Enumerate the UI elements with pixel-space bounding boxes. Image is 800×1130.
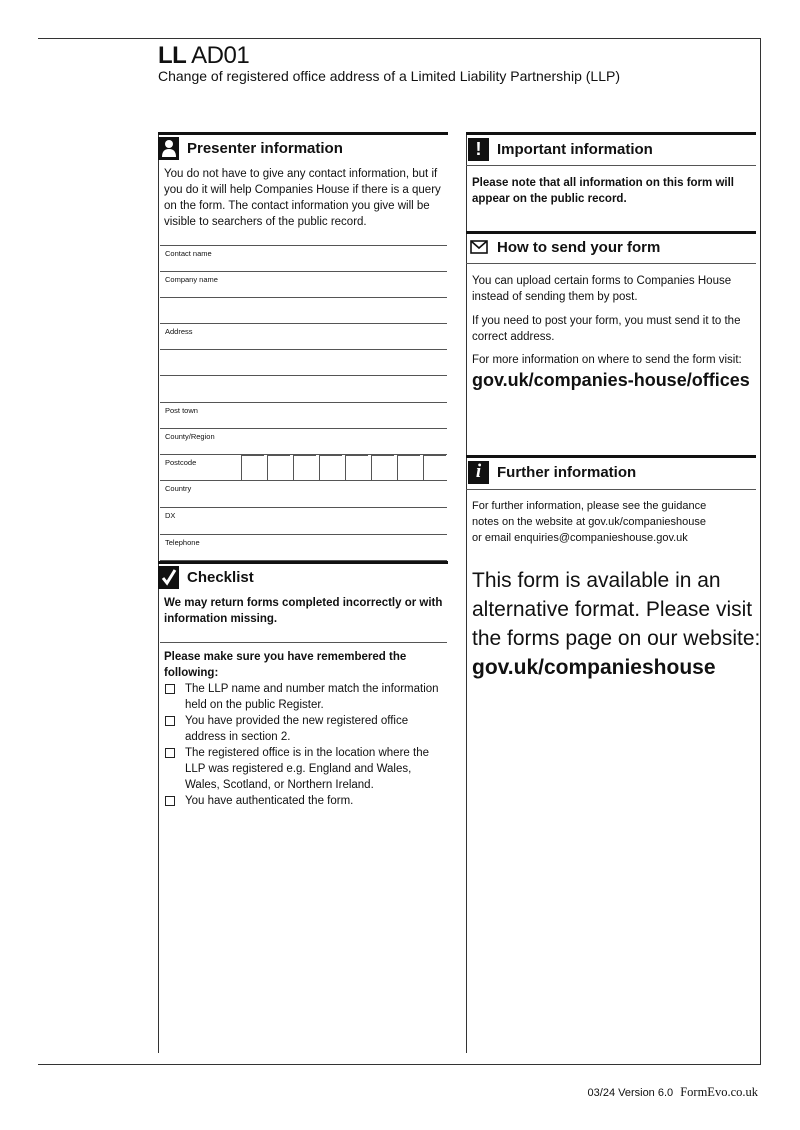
post-town-field[interactable]: Post town <box>160 402 447 429</box>
important-header: ! Important information <box>466 132 756 163</box>
address-field[interactable]: Address <box>160 323 447 350</box>
postcode-box-1[interactable] <box>241 455 264 481</box>
envelope-icon <box>468 236 489 259</box>
further-header: i Further information <box>466 455 756 486</box>
postcode-box-6[interactable] <box>371 455 394 481</box>
checklist-header: Checklist <box>158 561 448 590</box>
checklist-item-2[interactable]: You have provided the new registered office address in section 2. <box>164 713 424 745</box>
alt-format-line1: This form is available in an <box>472 569 721 592</box>
important-text: Please note that all information on this form will appear on the public record. <box>472 177 734 205</box>
postcode-box-2[interactable] <box>267 455 290 481</box>
send-p3: For more information on where to send the form visit: <box>472 354 742 366</box>
top-rule <box>38 38 761 39</box>
postcode-box-3[interactable] <box>293 455 316 481</box>
info-icon: i <box>468 461 489 484</box>
presenter-header: Presenter information <box>158 132 448 161</box>
footer <box>588 1085 758 1100</box>
further-line2: notes on the website at gov.uk/companieshouse <box>472 516 707 528</box>
postcode-box-8[interactable] <box>423 455 446 481</box>
important-divider <box>466 165 756 166</box>
send-header: How to send your form <box>466 231 756 260</box>
form-subtitle: Change of registered office address of a Limited Liability Partnership (LLP) <box>158 68 620 84</box>
postcode-field[interactable]: Postcode <box>160 454 447 481</box>
further-line1: For further information, please see the guidance <box>472 500 707 512</box>
person-icon <box>158 137 179 160</box>
dx-field[interactable]: DX <box>160 507 447 535</box>
send-p2: If you need to post your form, you must send it to the correct address. <box>472 315 741 343</box>
checkbox[interactable] <box>165 684 175 694</box>
checklist-item-4[interactable]: You have authenticated the form. <box>164 793 444 809</box>
checkmark-icon <box>158 566 179 589</box>
checklist-warning: We may return forms completed incorrectly or with information missing. <box>164 597 443 625</box>
bottom-rule <box>38 1064 761 1065</box>
checklist-divider <box>160 642 447 643</box>
checkbox[interactable] <box>165 748 175 758</box>
checklist-item-3[interactable]: The registered office is in the location where the LLP was registered e.g. England and Wales, Wales, Scotland, or Northern Ireland. <box>164 745 444 793</box>
footer-brand: FormEvo.co.uk <box>680 1085 758 1099</box>
send-p1: You can upload certain forms to Companies House instead of sending them by post. <box>472 275 732 303</box>
telephone-field[interactable]: Telephone <box>160 534 447 561</box>
send-link[interactable]: gov.uk/companies-house/offices <box>472 370 750 390</box>
postcode-box-5[interactable] <box>345 455 368 481</box>
checklist-remember: Please make sure you have remembered the following: <box>164 651 407 679</box>
address-field-2[interactable] <box>160 349 447 376</box>
send-divider <box>466 263 756 264</box>
form-code: LL AD01 <box>158 42 250 69</box>
presenter-intro: You do not have to give any contact information, but if you do it will help Companies House if there is a query on the form. The contact information you give will be visible to searchers of the public record. <box>164 168 441 228</box>
country-field[interactable]: Country <box>160 480 447 508</box>
company-name-field[interactable]: Company name <box>160 271 447 298</box>
checkbox[interactable] <box>165 796 175 806</box>
address-field-3[interactable] <box>160 375 447 403</box>
contact-name-field[interactable]: Contact name <box>160 245 447 272</box>
checkbox[interactable] <box>165 716 175 726</box>
company-name-field-2[interactable] <box>160 297 447 324</box>
exclamation-icon: ! <box>468 138 489 161</box>
footer-version: 03/24 Version 6.0 <box>587 1087 674 1099</box>
left-column-rule <box>158 135 159 1053</box>
alt-format-line2: alternative format. Please visit <box>472 598 753 621</box>
alt-format-link[interactable]: gov.uk/companieshouse <box>472 656 716 679</box>
alt-format-line3: the forms page on our website: <box>472 627 761 650</box>
right-column-rule <box>466 135 467 1053</box>
right-rule <box>760 38 761 1065</box>
postcode-box-7[interactable] <box>397 455 420 481</box>
postcode-box-4[interactable] <box>319 455 342 481</box>
checklist-item-1[interactable]: The LLP name and number match the information held on the public Register. <box>164 681 444 713</box>
further-line3: or email enquiries@companieshouse.gov.uk <box>472 532 688 544</box>
county-field[interactable]: County/Region <box>160 428 447 455</box>
further-divider <box>466 489 756 490</box>
